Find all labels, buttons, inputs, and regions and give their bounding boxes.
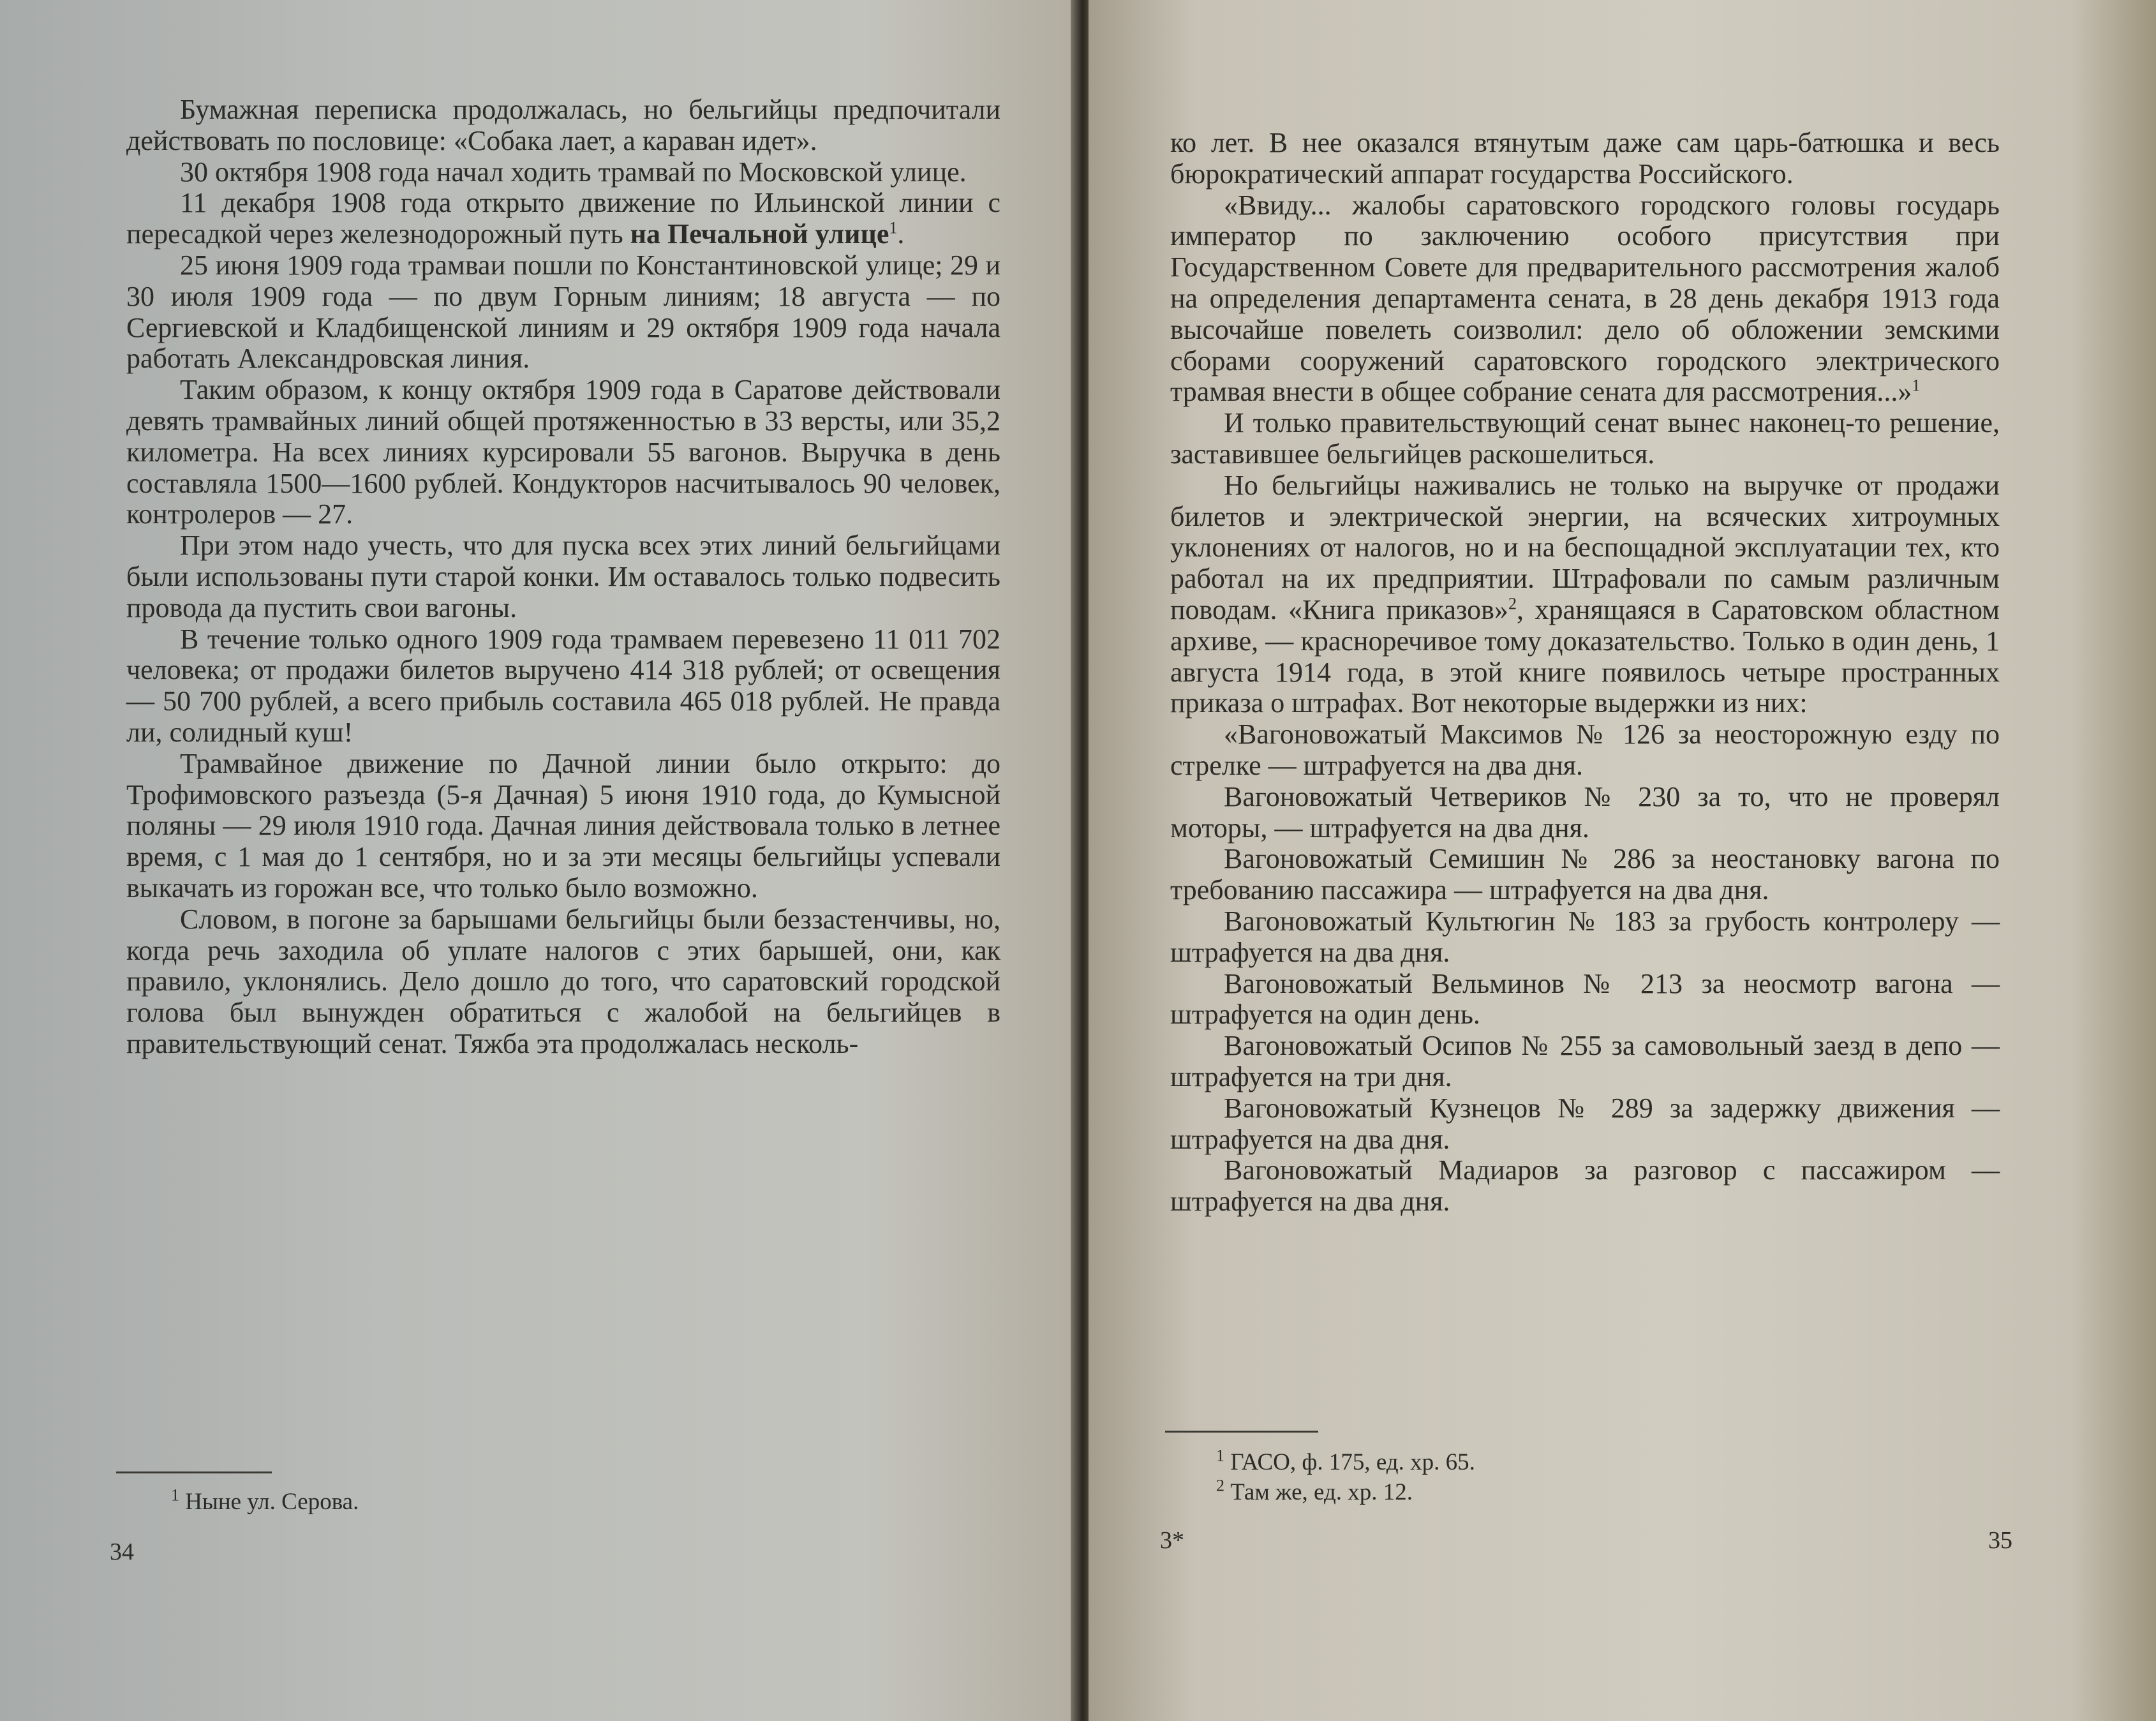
paragraph-text: Вагоновожатый Семишин № 286 за неостановку вагона по требованию пассажира — штрафуется на два дня. [1170, 843, 2000, 906]
paragraph-text: «Ввиду... жалобы саратовского городского головы государь император по заключению особого присутствия при Государственном Совете для предварительного рассмотрения жалоб на определения департамента сената, в 28 день декабря 1913 года высочайше повелеть соизволил: дело об обложении земскими сборами сооружений саратовского городского электрического трамвая внести в общее собрание сената для рассмотрения...» [1170, 189, 2000, 408]
paragraph-text: При этом надо учесть, что для пуска всех этих линий бельгийцами были использованы пути старой конки. Им оставалось только подвесить провода да пустить свои вагоны. [126, 530, 1000, 623]
paragraph [126, 530, 1000, 623]
paragraph [1170, 190, 2000, 408]
paragraph [1170, 719, 2000, 782]
paragraph [126, 375, 1000, 530]
footnote-mark: 1 [171, 1486, 179, 1505]
paragraph-text: 30 октября 1908 года начал ходить трамвай по Московской улице. [180, 156, 967, 188]
paragraph [1170, 969, 2000, 1031]
paragraph-text: Вагоновожатый Осипов № 255 за самовольный заезд в депо — штрафуется на три дня. [1170, 1030, 2000, 1092]
footnote-reference[interactable]: 1 [889, 218, 898, 237]
paragraph [126, 904, 1000, 1060]
footnote [1171, 1477, 2001, 1507]
paragraph-text: . [897, 218, 905, 250]
right-page-body [1170, 128, 2000, 1218]
paragraph-text: 11 декабря 1908 года открыто движение по Ильинской линии с пересадкой через железнодорожный путь [126, 187, 1000, 250]
right-footnotes [1171, 1447, 2001, 1507]
paragraph-text: Вагоновожатый Вельминов № 213 за неосмотр вагона — штрафуется на один день. [1170, 967, 2000, 1031]
footnote-mark: 1 [1216, 1446, 1224, 1465]
paragraph-text: Трамвайное движение по Дачной линии было открыто: до Трофимовского разъезда (5-я Дачная) 5 июня 1910 года, до Кумысной поляны — 29 июля 1910 года. Дачная линия действовала только в летнее время, с 1 мая до 1 сентября, но и за эти месяцы бельгийцы успевали выкачать из горожан все, что только было возможно. [126, 747, 1000, 904]
paragraph-text: 25 июня 1909 года трамваи пошли по Константиновской улице; 29 и 30 июля 1909 года — по двум Горным линиям; 18 августа — по Сергиевской и Кладбищенской линиям и 29 октября 1909 года начала работать Александровская линия. [126, 249, 1000, 375]
paragraph-text: Словом, в погоне за барышами бельгийцы были беззастенчивы, но, когда речь заходила об уплате налогов с этих барышей, они, как правило, уклонялись. Дело дошло до того, что саратовский городской голова был вынужден обратиться с жалобой на бельгийцев в правительствующий сенат. Тяжба эта продолжалась несколь- [126, 903, 1000, 1059]
paragraph [126, 157, 1000, 188]
paragraph-text: «Вагоновожатый Максимов № 126 за неосторожную езду по стрелке — штрафуется на два дня. [1170, 719, 2000, 781]
signature-mark: 3* [1160, 1527, 1184, 1554]
paragraph [1170, 1155, 2000, 1218]
footnote [1171, 1447, 2001, 1477]
paragraph [126, 188, 1000, 250]
paragraph [1170, 782, 2000, 844]
paragraph-text: Вагоновожатый Культюгин № 183 за грубость контролеру — штрафуется на два дня. [1170, 905, 2000, 968]
footnote [126, 1487, 1000, 1517]
footnote-reference[interactable]: 1 [1912, 376, 1921, 395]
paragraph [1170, 1031, 2000, 1093]
paragraph-text: Вагоновожатый Кузнецов № 289 за задержку движения — штрафуется на два дня. [1170, 1092, 2000, 1155]
paragraph-text: И только правительствующий сенат вынес наконец-то решение, заставившее бельгийцев раскошелиться. [1170, 407, 2000, 470]
paragraph-text: ко лет. В нее оказался втянутым даже сам царь-батюшка и весь бюрократический аппарат государства Российского. [1170, 127, 2000, 190]
left-footnotes [126, 1487, 1000, 1517]
paragraph [126, 624, 1000, 749]
paragraph-text: , хранящаяся в Саратовском областном архиве, — красноречивое тому доказательство. Только в один день, 1 августа 1914 года, в этой книге появилось четыре пространных приказа о штрафах. Вот некоторые выдержки из них: [1170, 593, 2000, 719]
paragraph-text: Но бельгийцы наживались не только на выручке от продажи билетов и электрической энергии, на всяческих хитроумных уклонениях от налогов, но и на беспощадной эксплуатации тех, кто работал на их предприятии. Штрафовали по самым различным поводам. «Книга приказов» [1170, 469, 2000, 625]
paragraph [1170, 844, 2000, 906]
right-page-number: 35 [1988, 1527, 2012, 1554]
footnote-text: Там же, ед. хр. 12. [1224, 1479, 1413, 1505]
paragraph [1170, 906, 2000, 969]
paragraph [1170, 408, 2000, 470]
paragraph-text: Вагоновожатый Четвериков № 230 за то, что не проверял моторы, — штрафуется на два дня. [1170, 780, 2000, 844]
paragraph [126, 250, 1000, 375]
bold-phrase: на Печальной улице [630, 218, 889, 250]
footnote-mark: 2 [1216, 1476, 1224, 1495]
paragraph [126, 94, 1000, 157]
left-footnote-rule [116, 1471, 272, 1473]
right-footnote-rule [1165, 1431, 1318, 1433]
left-page-number: 34 [110, 1538, 134, 1565]
footnote-reference[interactable]: 2 [1508, 594, 1517, 613]
paragraph-text: В течение только одного 1909 года трамваем перевезено 11 011 702 человека; от продажи билетов выручено 414 318 рублей; от освещения — 50 700 рублей, а всего прибыль составила 465 018 рублей. Не правда ли, солидный куш! [126, 623, 1000, 748]
paragraph [1170, 128, 2000, 190]
paragraph [1170, 470, 2000, 719]
paragraph [126, 749, 1000, 904]
paragraph-text: Вагоновожатый Мадиаров за разговор с пассажиром — штрафуется на два дня. [1170, 1154, 2000, 1218]
paragraph-text: Таким образом, к концу октября 1909 года в Саратове действовали девять трамвайных линий общей протяженностью в 33 версты, или 35,2 километра. На всех линиях курсировали 55 вагонов. Выручка в день составляла 1500—1600 рублей. Кондукторов насчитывалось 90 человек, контролеров — 27. [126, 374, 1000, 530]
paragraph [1170, 1093, 2000, 1156]
footnote-text: Ныне ул. Серова. [179, 1489, 359, 1515]
left-page-body [126, 94, 1000, 1060]
paragraph-text: Бумажная переписка продолжалась, но бельгийцы предпочитали действовать по пословице: «Собака лает, а караван идет». [126, 94, 1000, 156]
footnote-text: ГАСО, ф. 175, ед. хр. 65. [1224, 1449, 1475, 1475]
right-page [1089, 0, 2156, 1721]
